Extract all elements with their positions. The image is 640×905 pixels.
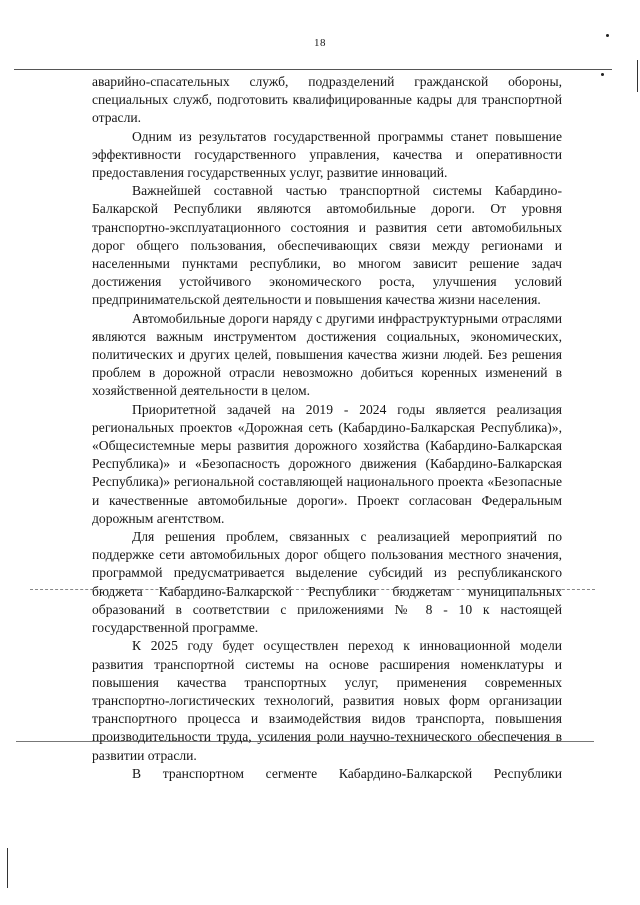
header-divider: [14, 69, 612, 70]
paragraph: Приоритетной задачей на 2019 - 2024 годы является реализация региональных проектов «Дорожная сеть (Кабардино-Балкарская Республика)», «Общесистемные меры развития дорожного хозяйства (Кабардино-Балкарская Республика)» и «Безопасность дорожного движения (Кабардино-Балкарская Республика)» региональной составляющей национального проекта «Безопасные и качественные автомобильные дороги». Проект согласован Федеральным дорожным агентством.: [92, 401, 562, 526]
paragraph: К 2025 году будет осуществлен переход к инновационной модели развития транспортной системы на основе расширения номенклатуры и повышения качества транспортных услуг, применения современных транспортно-логистических технологий, развития новых форм организации транспортного процесса и взаимодействия видов транспорта, повышения производительности труда, усиления роли научно-технического обеспечения в развитии отрасли.: [92, 638, 562, 763]
scan-edge-mark-2: [7, 848, 8, 888]
paragraph: Для решения проблем, связанных с реализацией мероприятий по поддержке сети автомобильных дорог общего пользования местного значения, программой предусматривается выделение субсидий из республиканского бюджета Кабардино-Балкарской Республики бюджетам муниципальных образований в соответствии с приложениями № 8 - 10 к настоящей государственной программе.: [92, 529, 562, 636]
document-body: [92, 73, 562, 783]
paragraph: Важнейшей составной частью транспортной системы Кабардино-Балкарской Республики являются автомобильные дороги. От уровня транспортно-эксплуатационного состояния и развития сети автомобильных дорог общего пользования, обеспечивающих связи между регионами и населенными пунктами республики, во многом зависит решение задач достижения устойчивого экономического роста, улучшения условий предпринимательской деятельности и повышения качества жизни населения.: [92, 183, 562, 308]
page-number: 18: [314, 37, 326, 49]
paragraph: Автомобильные дороги наряду с другими инфраструктурными отраслями являются важным инструментом достижения социальных, экономических, политических и других целей, повышения качества жизни людей. Без решения проблем в дорожной отрасли невозможно добиться коренных изменений в хозяйственной деятельности в целом.: [92, 310, 562, 399]
scan-dot-artifact: [606, 34, 609, 37]
paragraph: В транспортном сегменте Кабардино-Балкарской Республики: [132, 765, 562, 781]
paragraph: Одним из результатов государственной программы станет повышение эффективности государственного управления, качества и оперативности предоставления государственных услуг, развитие инноваций.: [92, 128, 562, 181]
scan-dot-artifact-2: [601, 73, 604, 76]
paragraph: аварийно-спасательных служб, подразделений гражданской обороны, специальных служб, подготовить квалифицированные кадры для транспортной отрасли.: [92, 74, 562, 126]
scan-edge-mark: [637, 60, 638, 92]
